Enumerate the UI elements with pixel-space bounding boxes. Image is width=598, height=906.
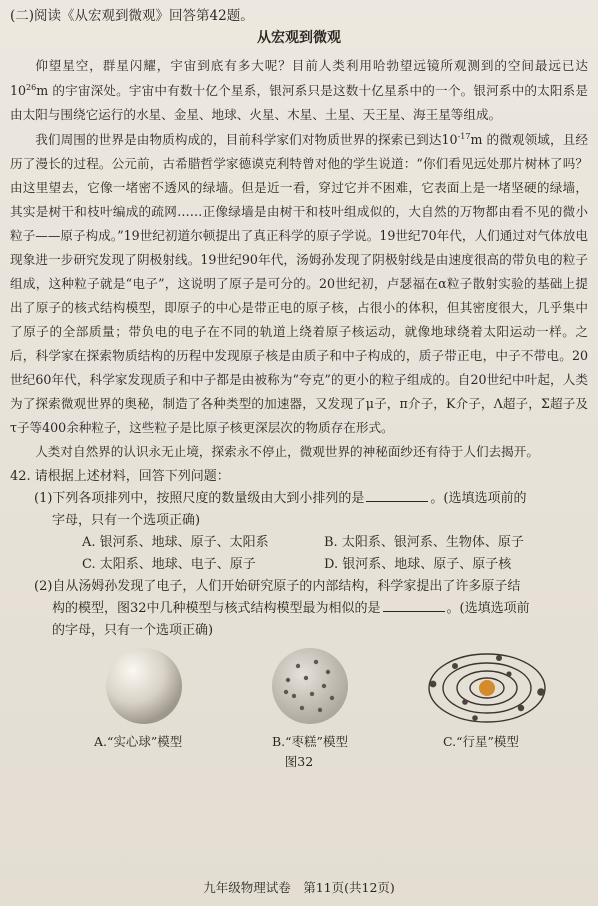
option-d: D. 银河系、地球、原子、原子核 [324, 557, 512, 572]
paragraph-2-text-a: 我们周围的世界是由物质构成的，目前科学家们对物质世界的探索已到达10 [35, 131, 458, 147]
question-1-text-b: 。(选填选项前的 [430, 491, 527, 506]
paragraph-1-text-b: m 的宇宙深处。宇宙中有数十亿个星系，银河系只是这数十亿星系中的一个。银河系中的太阳系是由太阳与围绕它运行的水星、金星、地球、火星、木星、土星、天王星、海王星等组成。 [10, 82, 588, 122]
section-heading: (二)阅读《从宏观到微观》回答第42题。 [10, 8, 254, 24]
page-footer: 九年级物理试卷 第11页(共12页) [203, 880, 395, 895]
option-c: C. 太阳系、地球、电子、原子 [82, 557, 256, 572]
question-1 [10, 488, 588, 532]
question-1-text-c: 字母，只有一个选项正确) [52, 513, 201, 528]
article-title: 从宏观到微观 [257, 30, 341, 46]
paragraph-1-text-a: 仰望星空，群星闪耀，宇宙到底有多大呢？目前人类利用哈勃望远镜所观测到的空间最远已达10 [10, 58, 588, 98]
solid-sphere-model-figure [102, 644, 186, 728]
plum-pudding-model-figure [268, 644, 352, 728]
caption-b: B.“枣糕”模型 [272, 734, 348, 749]
question-2-text-c: 。(选填选项前 [446, 601, 530, 616]
question-2-text-b: 构的模型，图32中几种模型与核式结构模型最为相似的是 [52, 601, 381, 616]
question-2-text-d: 的字母，只有一个选项正确) [52, 623, 214, 638]
option-a: A. 银河系、地球、原子、太阳系 [82, 535, 269, 550]
question-1-text-a: (1)下列各项排列中，按照尺度的数量级由大到小排列的是 [34, 491, 365, 506]
figure-32 [10, 644, 588, 764]
answer-blank-1[interactable] [366, 488, 428, 502]
option-b: B. 太阳系、银河系、生物体、原子 [324, 535, 524, 550]
paragraph-1 [10, 54, 588, 128]
planetary-model-figure [425, 644, 549, 730]
answer-blank-2[interactable] [383, 598, 445, 612]
figure-number: 图32 [284, 754, 314, 769]
caption-a: A.“实心球”模型 [94, 734, 183, 749]
paragraph-3: 人类对自然界的认识永无止境，探索永不停止，微观世界的神秘面纱还有待于人们去揭开。 [35, 443, 539, 459]
question-2 [10, 576, 588, 642]
question-2-text-a: (2)自从汤姆孙发现了电子，人们开始研究原子的内部结构，科学家提出了许多原子结 [34, 579, 521, 594]
question-heading: 42. 请根据上述材料，回答下列问题： [10, 469, 230, 484]
paragraph-2-exponent: -17 [457, 131, 471, 141]
paragraph-2 [10, 128, 588, 440]
paragraph-1-exponent: 26 [26, 82, 37, 92]
caption-c: C.“行星”模型 [443, 734, 519, 749]
paragraph-2-text-b: m 的微观领域，且经历了漫长的过程。公元前，古希腊哲学家德谟克利特曾对他的学生说道：“你们看见远处那片树林了吗？由这里望去，它像一堵密不透风的绿墙。但是近一看，穿过它并不困难，它表面上是一堵坚硬的绿墙，其实是树干和枝叶编成的疏网……正像绿墙是由树干和枝叶组成似的，大自然的万物都由看不见的微小粒子——原子构成。”19世纪初道尔顿提出了真正科学的原子学说。19世纪70年代，人们通过对气体放电现象进一步研究发现了阴极射线。19世纪90年代，汤姆孙发现了阴极射线是由速度很高的带负电的粒子组成，这种粒子就是“电子”，这说明了原子是可分的。20世纪初，卢瑟福在α粒子散射实验的基础上提出了原子的核式结构模型，即原子的中心是带正电的原子核，占很小的体积，但其密度很大，几乎集中了原子的全部质量；带负电的电子在不同的轨道上绕着原子核运动，就像地球绕着太阳运动一样。之后，科学家在探索物质结构的历程中发现原子核是由质子和中子构成的，质子带正电，中子不带电。20世纪60年代，科学家发现质子和中子都是由被称为“夸克”的更小的粒子组成的。自20世纪中叶起，人类为了探索微观世界的奥秘，制造了各种类型的加速器，又发现了μ子，π介子，K介子，Λ超子，Σ超子及τ子等400余种粒子，这些粒子是比原子核更深层次的物质存在形式。 [10, 131, 588, 435]
question-1-options [10, 532, 588, 576]
